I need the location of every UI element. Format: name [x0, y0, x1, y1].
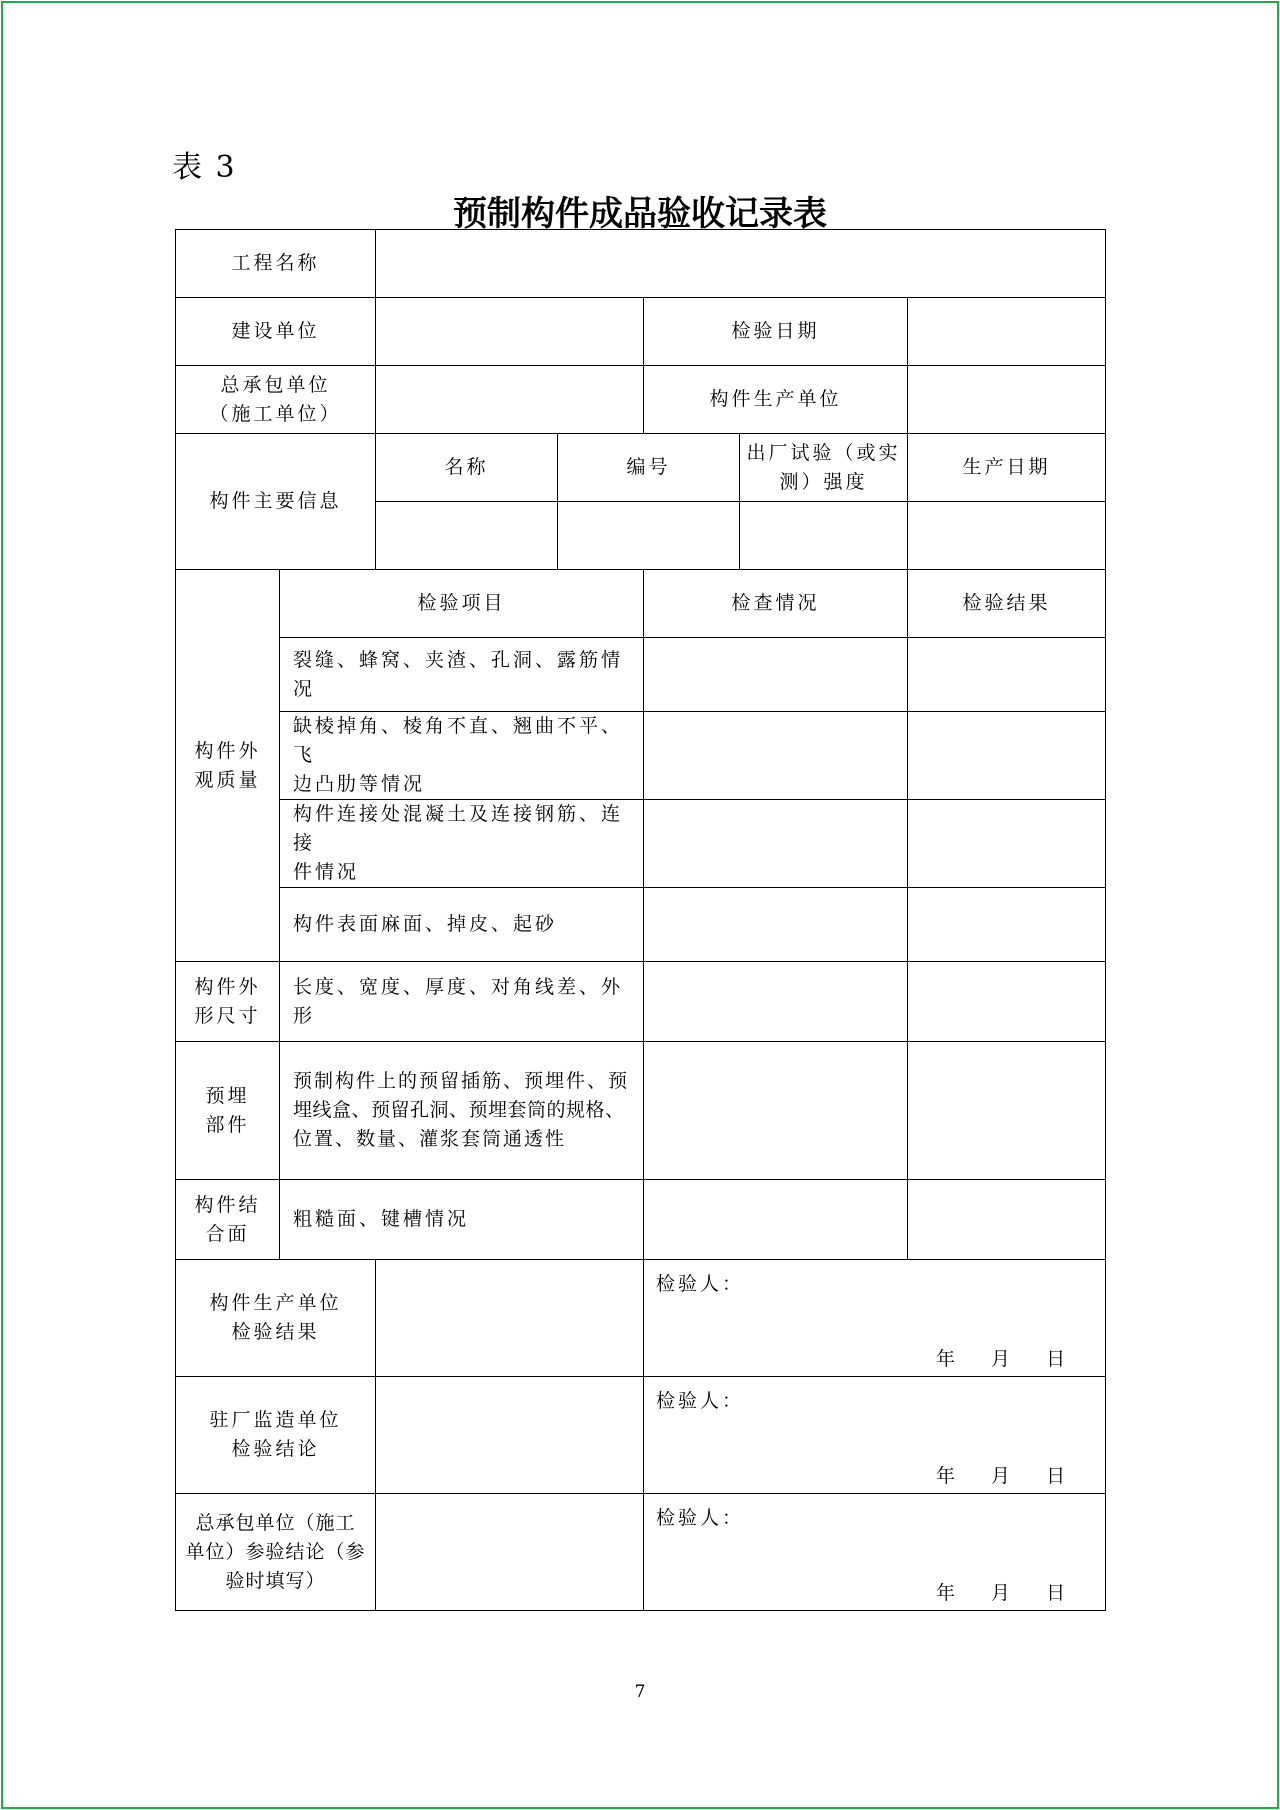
inspection-item-line: 缺棱掉角、棱角不直、翘曲不平、飞 [293, 715, 624, 766]
form-title: 预制构件成品验收记录表 [453, 194, 827, 234]
signoff-date [936, 1345, 1065, 1374]
inspection-date-field[interactable] [908, 298, 1106, 366]
signoff-unit-label-line: 检验结果 [231, 1321, 320, 1343]
inspector-label: 检验人： [656, 1507, 745, 1529]
page-number: 7 [634, 1682, 646, 1702]
component-producer-label: 构件生产单位 [644, 366, 908, 434]
year-label: 年 [936, 1465, 956, 1487]
row-component-info-header [176, 434, 1106, 502]
row-construction-unit [176, 298, 1106, 366]
inspection-status-field[interactable] [644, 1180, 908, 1260]
table-row [176, 1042, 1106, 1180]
month-label: 月 [991, 1465, 1011, 1487]
row-project-name [176, 230, 1106, 298]
inspection-item-line: 构件表面麻面、掉皮、起砂 [293, 913, 558, 935]
signoff-unit-label-line: 验时填写） [225, 1569, 326, 1592]
strength-header-line1: 出厂试验（或实 [746, 441, 901, 464]
inspection-item-line: 边凸肋等情况 [293, 773, 426, 795]
table-row [176, 638, 1106, 712]
signoff-conclusion-field[interactable] [376, 1494, 644, 1611]
signoff-signature-cell[interactable] [644, 1260, 1106, 1377]
inspection-item [280, 638, 644, 712]
day-label: 日 [1046, 1348, 1066, 1370]
inspection-status-field[interactable] [644, 712, 908, 800]
inspection-item [280, 1042, 644, 1180]
day-label: 日 [1046, 1465, 1066, 1487]
table-row [176, 800, 1106, 888]
table-label: 表 3 [172, 150, 237, 185]
inspection-result-field[interactable] [908, 1180, 1106, 1260]
signoff-unit-label-line: 驻厂监造单位 [209, 1409, 342, 1431]
inspection-status-header: 检查情况 [644, 570, 908, 638]
inspection-result-field[interactable] [908, 712, 1106, 800]
inspection-item [280, 712, 644, 800]
year-label: 年 [936, 1582, 956, 1604]
inspection-result-field[interactable] [908, 962, 1106, 1042]
component-info-label: 构件主要信息 [176, 434, 376, 570]
component-number-header: 编号 [558, 434, 740, 502]
year-label: 年 [936, 1348, 956, 1370]
month-label: 月 [991, 1582, 1011, 1604]
table-row [176, 888, 1106, 962]
signoff-signature-cell[interactable] [644, 1494, 1106, 1611]
signoff-unit-label-line: 构件生产单位 [209, 1292, 342, 1314]
construction-unit-label: 建设单位 [176, 298, 376, 366]
general-contractor-label [176, 366, 376, 434]
embedded-parts-category [176, 1042, 280, 1180]
inspection-status-field[interactable] [644, 962, 908, 1042]
day-label: 日 [1046, 1582, 1066, 1604]
signoff-unit-label [176, 1494, 376, 1611]
signoff-unit-label [176, 1260, 376, 1377]
dimensions-category [176, 962, 280, 1042]
dimensions-category-line2: 形尺寸 [194, 1004, 261, 1027]
strength-header-line2: 测）强度 [779, 470, 868, 493]
signoff-unit-label [176, 1377, 376, 1494]
table-row [176, 1180, 1106, 1260]
signoff-conclusion-field[interactable] [376, 1260, 644, 1377]
signoff-row [176, 1494, 1106, 1611]
embedded-parts-category-line2: 部件 [205, 1113, 250, 1136]
embedded-parts-category-line1: 预埋 [205, 1084, 250, 1107]
inspection-item-line: 件情况 [293, 861, 360, 883]
inspection-status-field[interactable] [644, 800, 908, 888]
component-producer-field[interactable] [908, 366, 1106, 434]
inspection-result-field[interactable] [908, 888, 1106, 962]
inspection-item [280, 800, 644, 888]
signoff-date [936, 1462, 1065, 1491]
acceptance-record-table [175, 229, 1106, 1611]
appearance-quality-category-line1: 构件外 [194, 739, 261, 762]
strength-header [740, 434, 908, 502]
production-date-field[interactable] [908, 502, 1106, 570]
strength-field[interactable] [740, 502, 908, 570]
signoff-signature-cell[interactable] [644, 1377, 1106, 1494]
construction-unit-field[interactable] [376, 298, 644, 366]
inspection-item-line: 构件连接处混凝土及连接钢筋、连接 [293, 803, 624, 854]
dimensions-category-line1: 构件外 [194, 975, 261, 998]
inspection-result-field[interactable] [908, 638, 1106, 712]
general-contractor-label-line1: 总承包单位 [220, 373, 331, 396]
inspection-status-field[interactable] [644, 1042, 908, 1180]
component-name-header: 名称 [376, 434, 558, 502]
signoff-conclusion-field[interactable] [376, 1377, 644, 1494]
row-general-contractor [176, 366, 1106, 434]
inspection-item-line: 粗糙面、键槽情况 [293, 1208, 470, 1230]
inspection-item [280, 1180, 644, 1260]
inspection-status-field[interactable] [644, 638, 908, 712]
inspection-result-field[interactable] [908, 1042, 1106, 1180]
joint-surface-category-line1: 构件结 [194, 1193, 261, 1216]
signoff-row [176, 1260, 1106, 1377]
production-date-header: 生产日期 [908, 434, 1106, 502]
inspection-item-line: 长度、宽度、厚度、对角线差、外形 [293, 975, 624, 1027]
signoff-row [176, 1377, 1106, 1494]
joint-surface-category [176, 1180, 280, 1260]
inspection-item-line: 预制构件上的预留插筋、预埋件、预 [293, 1070, 630, 1092]
joint-surface-category-line2: 合面 [205, 1222, 250, 1245]
table-row [176, 962, 1106, 1042]
inspection-item-line: 位置、数量、灌浆套筒通透性 [293, 1128, 567, 1150]
general-contractor-label-line2: （施工单位） [209, 402, 342, 425]
inspector-label: 检验人： [656, 1390, 745, 1412]
inspection-item [280, 962, 644, 1042]
component-name-field[interactable] [376, 502, 558, 570]
appearance-quality-category-line2: 观质量 [194, 768, 261, 791]
general-contractor-field[interactable] [376, 366, 644, 434]
table-row [176, 712, 1106, 800]
inspector-label: 检验人： [656, 1273, 745, 1295]
project-name-label: 工程名称 [176, 230, 376, 298]
signoff-date [936, 1579, 1065, 1608]
inspection-status-field[interactable] [644, 888, 908, 962]
inspection-item-line: 埋线盒、预留孔洞、预埋套筒的规格、 [293, 1099, 625, 1121]
row-inspection-header [176, 570, 1106, 638]
inspection-result-field[interactable] [908, 800, 1106, 888]
appearance-quality-category [176, 570, 280, 962]
inspection-date-label: 检验日期 [644, 298, 908, 366]
inspection-item-line: 裂缝、蜂窝、夹渣、孔洞、露筋情况 [293, 648, 624, 700]
inspection-result-header: 检验结果 [908, 570, 1106, 638]
inspection-item [280, 888, 644, 962]
signoff-unit-label-line: 总承包单位（施工 [195, 1511, 356, 1534]
signoff-unit-label-line: 单位）参验结论（参 [185, 1540, 366, 1563]
component-number-field[interactable] [558, 502, 740, 570]
project-name-field[interactable] [376, 230, 1106, 298]
signoff-unit-label-line: 检验结论 [231, 1438, 320, 1460]
month-label: 月 [991, 1348, 1011, 1370]
inspection-item-header: 检验项目 [280, 570, 644, 638]
